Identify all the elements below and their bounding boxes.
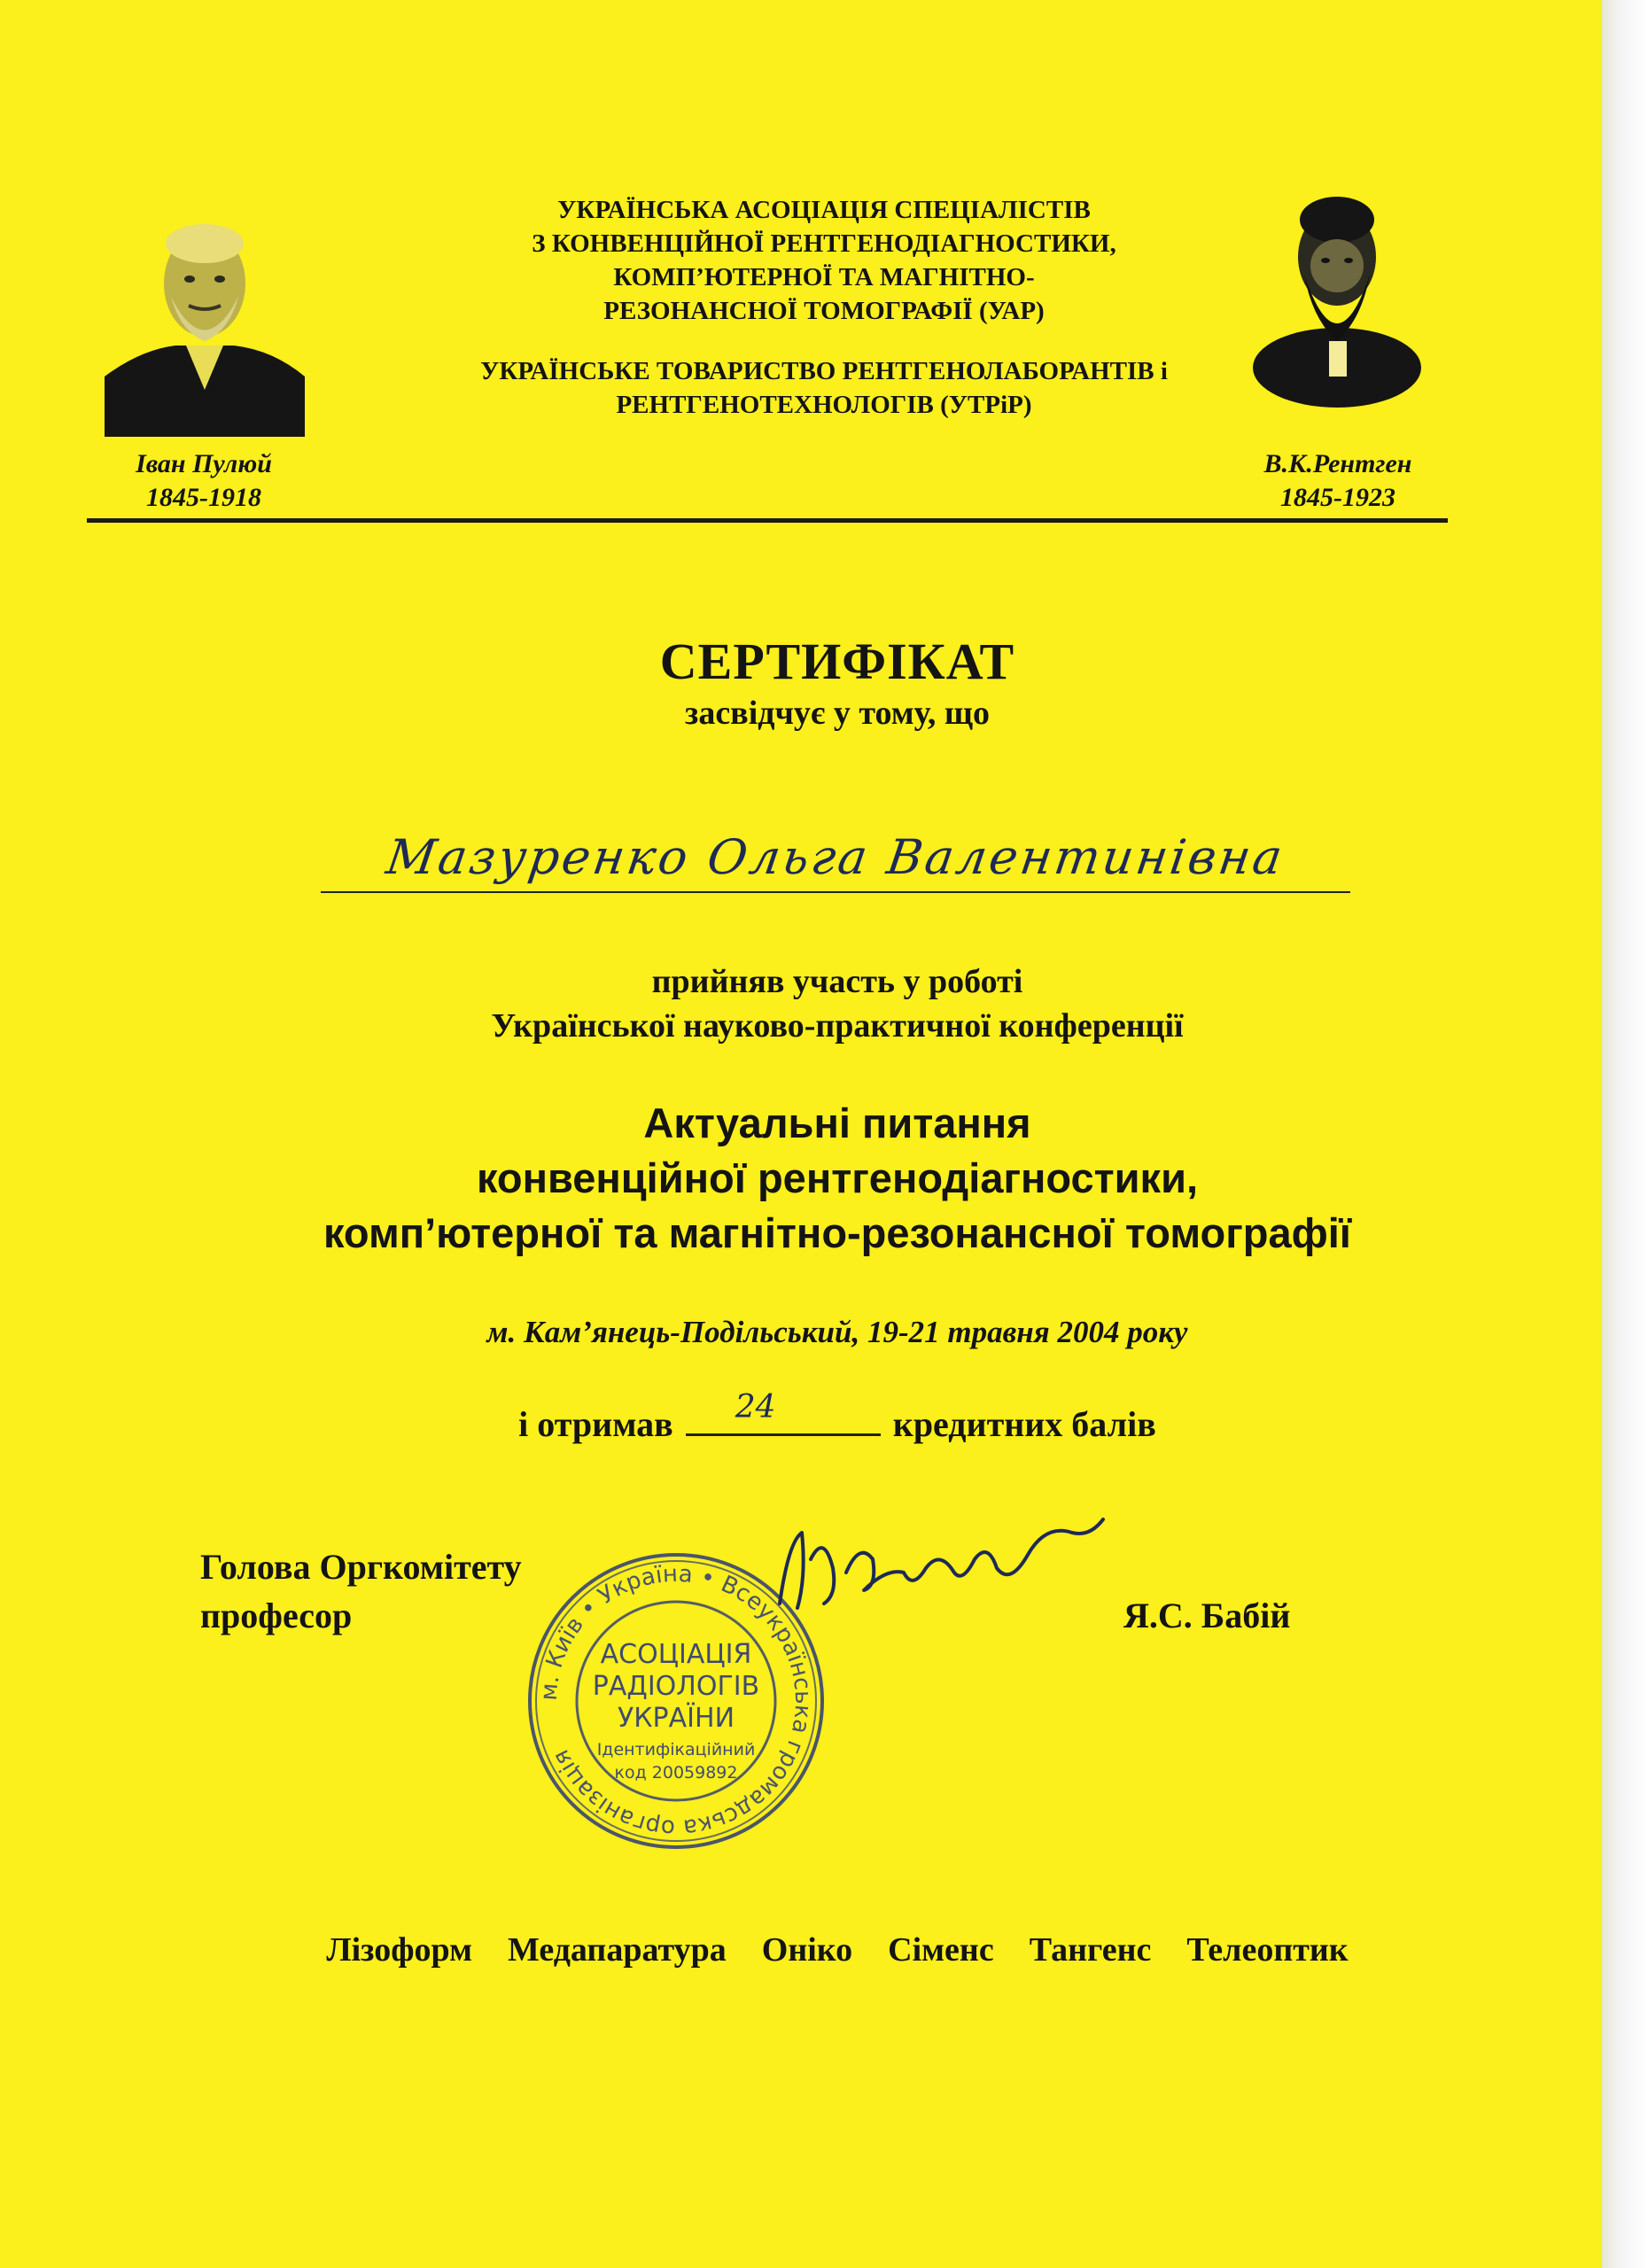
credits-statement [204,1389,1471,1447]
left-portrait-years: 1845-1918 [146,483,261,512]
stamp-line: Ідентифікаційний [596,1740,756,1759]
place-and-date: м. Кам’янець-Подільський, 19-21 травня 2004 року [486,1315,1188,1349]
header-divider [87,518,1448,523]
sponsor-name: Медапаратура [507,1931,727,1969]
recipient-name-handwritten: Мазуренко Ольга Валентинівна [383,829,1288,885]
sponsor-name: Лізоформ [326,1931,472,1969]
credits-value-handwritten: 24 [735,1389,776,1425]
certificate-subtitle: засвідчує у тому, що [685,695,990,732]
right-portrait-name: В.К.Рентген [1263,449,1412,478]
sponsor-name: Телеоптик [1186,1931,1349,1969]
stamp-line: код 20059892 [614,1763,738,1783]
header-org1-line: РЕЗОНАНСНОЇ ТОМОГРАФІЇ (УАР) [603,297,1045,325]
header-org2-line: УКРАЇНСЬКЕ ТОВАРИСТВО РЕНТГЕНОЛАБОРАНТІВ і [480,357,1168,385]
stamp-line: АСОЦІАЦІЯ [600,1639,752,1670]
header-organization-1 [337,193,1311,328]
left-portrait-name: Іван Пулюй [136,449,272,478]
conference-title-line: комп’ютерної та магнітно-резонансної томографії [323,1209,1352,1256]
credits-prefix: і отримав [518,1404,673,1444]
header-org1-line: З КОНВЕНЦІЙНОЇ РЕНТГЕНОДІАГНОСТИКИ, [532,229,1116,258]
handwritten-signature [762,1506,1116,1621]
header-org1-line: УКРАЇНСЬКА АСОЦІАЦІЯ СПЕЦІАЛІСТІВ [557,196,1091,224]
header-org2-line: РЕНТГЕНОТЕХНОЛОГІВ (УТРіР) [616,391,1032,419]
participation-line-2: Української науково-практичної конференції [491,1007,1184,1045]
stamp-line: РАДІОЛОГІВ [592,1671,760,1702]
certificate-title: СЕРТИФІКАТ [659,633,1015,690]
conference-title-line: конвенційної рентгенодіагностики, [476,1154,1199,1201]
stamp-ring-text: м. Київ • Україна • Всеукраїнська громадська організація [535,1560,817,1842]
credits-suffix: кредитних балів [892,1404,1156,1444]
participation-line-1: прийняв участь у роботі [651,963,1023,1000]
stamp-line: УКРАЇНИ [617,1703,735,1734]
portrait-photo-icon [105,199,305,437]
sponsor-name: Сіменс [888,1931,994,1969]
chair-title: Голова Оргкомітету [200,1547,522,1587]
sponsor-name: Оніко [761,1931,853,1969]
signer-name: Я.С. Бабій [1123,1596,1291,1635]
sponsors-row [177,1930,1497,1970]
header-organization-2 [337,354,1311,422]
chair-rank: професор [200,1596,353,1635]
sponsor-name: Тангенс [1029,1931,1152,1969]
right-portrait-years: 1845-1923 [1280,483,1395,512]
recipient-underline [321,891,1350,893]
credits-blank [686,1389,881,1436]
conference-title-line: Актуальні питання [643,1099,1031,1146]
portrait-photo-icon [1251,186,1424,408]
header-org1-line: КОМП’ЮТЕРНОЇ ТА МАГНІТНО- [613,263,1035,291]
scan-margin [1602,0,1648,2268]
